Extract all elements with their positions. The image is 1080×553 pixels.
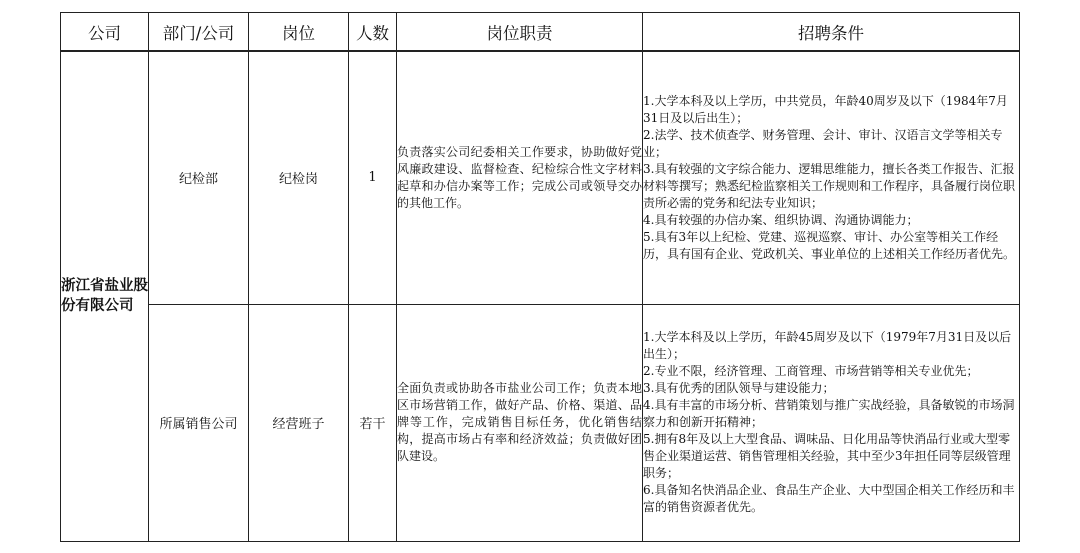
requirement-line: 3.具有较强的文字综合能力、逻辑思维能力，擅长各类工作报告、汇报材料等撰写；熟悉纪检监察相关工作规则和工作程序，具备履行岗位职责所必需的党务和纪法专业知识； [643, 161, 1016, 210]
table-row [61, 51, 1020, 304]
requirement-line: 5.具有3年以上纪检、党建、巡视巡察、审计、办公室等相关工作经历，具有国有企业、党政机关、事业单位的上述相关工作经历者优先。 [643, 229, 1016, 261]
duties-cell: 负责落实公司纪委相关工作要求，协助做好党风廉政建设、监督检查、纪检综合性文字材料起草和办信办案等工作；完成公司或领导交办的其他工作。 [397, 51, 643, 304]
position-cell: 纪检岗 [249, 51, 349, 304]
requirement-line: 6.具备知名快消品企业、食品生产企业、大中型国企相关工作经历和丰富的销售资源者优先。 [643, 483, 1015, 514]
requirement-line: 2.专业不限，经济管理、工商管理、市场营销等相关专业优先； [643, 364, 979, 378]
company-name: 浙江省盐业股份有限公司 [61, 51, 149, 541]
duties-cell: 全面负责或协助各市盐业公司工作；负责本地区市场营销工作，做好产品、价格、渠道、品牌等工作，完成销售目标任务，优化销售结构，提高市场占有率和经济效益；负责做好团队建设。 [397, 304, 643, 541]
requirements-cell [643, 51, 1020, 304]
header-position: 岗位 [249, 13, 349, 52]
header-company: 公司 [61, 13, 149, 52]
requirement-line: 4.具有较强的办信办案、组织协调、沟通协调能力； [643, 212, 919, 227]
requirement-line: 3.具有优秀的团队领导与建设能力； [643, 381, 835, 395]
table-header-row [61, 13, 1020, 52]
header-department: 部门/公司 [149, 13, 249, 52]
requirement-line: 1.大学本科及以上学历，年龄45周岁及以下（1979年7月31日及以后出生）； [643, 330, 1012, 361]
count-cell: 1 [349, 51, 397, 304]
requirement-line: 4.具有丰富的市场分析、营销策划与推广实战经验，具备敏锐的市场洞察力和创新开拓精神； [643, 398, 1015, 429]
department-cell: 所属销售公司 [149, 304, 249, 541]
requirement-line: 2.法学、技术侦查学、财务管理、会计、审计、汉语言文学等相关专业； [643, 127, 1003, 159]
count-cell: 若干 [349, 304, 397, 541]
requirement-line: 5.拥有8年及以上大型食品、调味品、日化用品等快消品行业或大型零售企业渠道运营、销售管理相关经验，其中至少3年担任同等层级管理职务； [643, 432, 1011, 480]
header-requirements: 招聘条件 [643, 13, 1020, 52]
department-cell: 纪检部 [149, 51, 249, 304]
table-row [61, 304, 1020, 541]
header-duties: 岗位职责 [397, 13, 643, 52]
header-count: 人数 [349, 13, 397, 52]
requirement-line: 1.大学本科及以上学历，中共党员，年龄40周岁及以下（1984年7月31日及以后出生）； [643, 93, 1008, 125]
requirements-cell [643, 304, 1020, 541]
position-cell: 经营班子 [249, 304, 349, 541]
recruitment-table [60, 12, 1020, 542]
